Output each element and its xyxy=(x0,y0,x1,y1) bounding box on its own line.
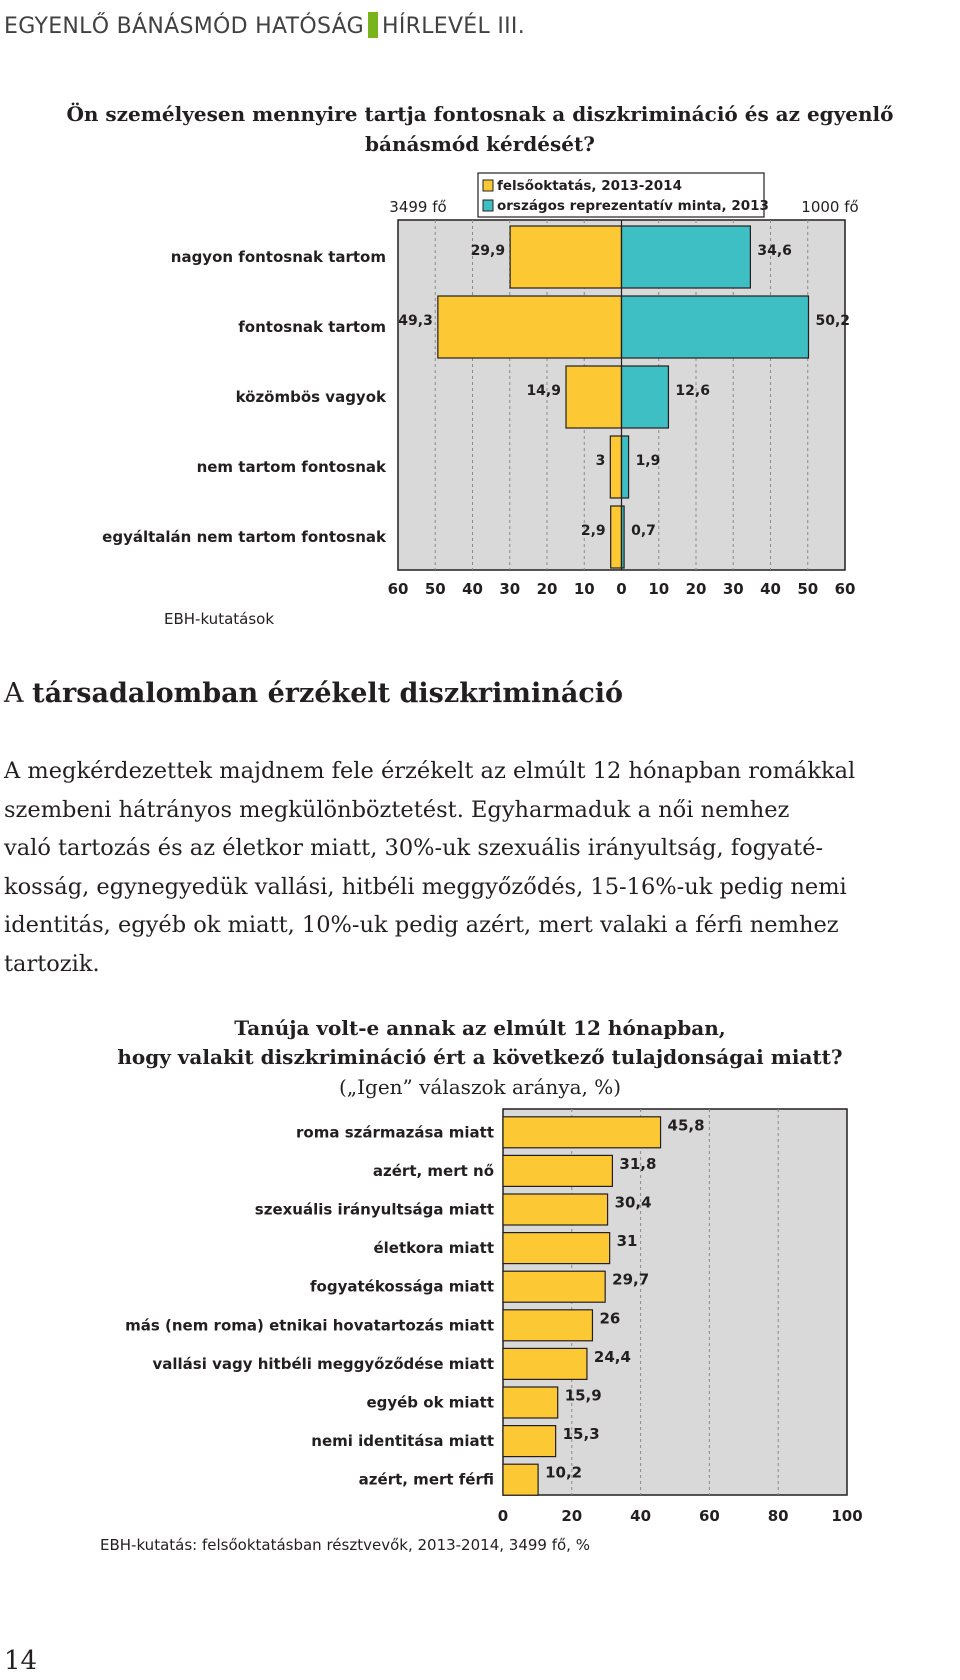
chart2-bar xyxy=(503,1155,612,1186)
chart2-x-tick-label: 80 xyxy=(767,1507,789,1525)
chart2-title-line2: hogy valakit diszkrimináció ért a következő tulajdonságai miatt? xyxy=(117,1045,843,1069)
chart2-value-label: 10,2 xyxy=(545,1463,583,1482)
chart2-source: EBH-kutatás: felsőoktatásban résztvevők, 2013-2014, 3499 fő, % xyxy=(100,1536,590,1554)
chart1-legend-label: felsőoktatás, 2013-2014 xyxy=(497,178,682,194)
chart1-legend-swatch xyxy=(483,180,493,191)
chart2-bar xyxy=(503,1310,592,1341)
chart1-legend-swatch xyxy=(483,200,493,211)
chart1-category-label: közömbös vagyok xyxy=(235,388,386,406)
chart2-bar xyxy=(503,1348,587,1379)
chart2-title-line1: Tanúja volt-e annak az elmúlt 12 hónapban, xyxy=(234,1016,726,1040)
chart1-value-label-right: 34,6 xyxy=(757,243,792,259)
chart2-category-label: azért, mert nő xyxy=(372,1161,494,1180)
chart1-left-sample-size: 3499 fő xyxy=(389,198,447,216)
chart2-category-label: roma származása miatt xyxy=(296,1123,494,1142)
chart1-bar-left xyxy=(611,506,622,568)
header-issue: HÍRLEVÉL III. xyxy=(381,14,526,39)
chart1-bar-right xyxy=(622,366,669,428)
chart1-bar-left xyxy=(566,366,622,428)
chart2-category-label: azért, mert férfi xyxy=(358,1470,494,1489)
chart1-category-label: fontosnak tartom xyxy=(238,318,386,336)
chart2-category-label: életkora miatt xyxy=(373,1239,494,1258)
chart1-category-label: nem tartom fontosnak xyxy=(196,458,386,476)
chart1-category-label: nagyon fontosnak tartom xyxy=(170,248,386,266)
chart1-title-line2: bánásmód kérdését? xyxy=(365,132,595,156)
chart1-x-tick-label: 60 xyxy=(834,580,856,598)
chart1-bar-right xyxy=(622,296,809,358)
body-line: szembeni hátrányos megkülönböztetést. Egyharmaduk a női nemhez xyxy=(4,796,790,823)
body-paragraph xyxy=(4,752,960,984)
chart2-category-label: egyéb ok miatt xyxy=(366,1393,494,1412)
chart1-value-label-right: 1,9 xyxy=(635,453,661,469)
chart1-source: EBH-kutatások xyxy=(164,610,275,628)
chart1-legend xyxy=(478,173,769,217)
chart1-bar-left xyxy=(510,226,621,288)
body-line: identitás, egyéb ok miatt, 10%-uk pedig azért, mert valaki a férfi nemhez xyxy=(4,912,839,939)
chart1-category-label: egyáltalán nem tartom fontosnak xyxy=(102,528,386,546)
chart2-value-label: 15,9 xyxy=(564,1386,602,1405)
chart1-value-label-left: 14,9 xyxy=(526,383,561,399)
chart2-x-tick-label: 100 xyxy=(831,1507,863,1525)
chart2-horizontal-bar-chart xyxy=(0,1100,960,1560)
chart1-x-tick-label: 20 xyxy=(685,580,707,598)
body-line: való tartozás és az életkor miatt, 30%-uk szexuális irányultság, fogyaté- xyxy=(4,835,824,862)
header-separator xyxy=(368,12,378,38)
chart1-bar-right xyxy=(622,226,751,288)
chart2-value-label: 31,8 xyxy=(619,1154,657,1173)
chart2-bar xyxy=(503,1117,661,1148)
chart2-x-tick-label: 60 xyxy=(698,1507,720,1525)
chart2-category-label: más (nem roma) etnikai hovatartozás miatt xyxy=(125,1316,494,1335)
chart1-x-tick-label: 30 xyxy=(722,580,744,598)
page-header xyxy=(4,12,525,39)
chart1-x-tick-label: 10 xyxy=(648,580,670,598)
page-number: 14 xyxy=(4,1646,38,1676)
chart1-x-tick-label: 10 xyxy=(573,580,595,598)
body-line: kosság, egynegyedük vallási, hitbéli meggyőződés, 15-16%-uk pedig nemi xyxy=(4,873,847,900)
chart2-value-label: 15,3 xyxy=(562,1425,600,1444)
chart1-x-tick-label: 50 xyxy=(424,580,446,598)
chart2-bar xyxy=(503,1271,605,1302)
chart2-value-label: 45,8 xyxy=(667,1116,705,1135)
chart1-value-label-left: 3 xyxy=(595,453,606,469)
chart1-title-line1: Ön személyesen mennyire tartja fontosnak a diszkrimináció és az egyenlő xyxy=(66,102,894,126)
section-title xyxy=(4,678,623,709)
section-title-prefix: A xyxy=(4,678,24,709)
chart1-bar-left xyxy=(610,436,621,498)
chart1-right-sample-size: 1000 fő xyxy=(801,198,859,216)
chart1-diverging-bar-chart xyxy=(0,170,960,650)
chart1-value-label-right: 12,6 xyxy=(675,383,710,399)
chart2-value-label: 31 xyxy=(616,1232,638,1251)
chart2-bar xyxy=(503,1387,558,1418)
chart1-legend-label: országos reprezentatív minta, 2013 xyxy=(497,198,769,214)
chart1-value-label-left: 2,9 xyxy=(580,523,606,539)
chart1-bar-right xyxy=(622,436,629,498)
chart1-x-tick-label: 60 xyxy=(387,580,409,598)
chart2-bar xyxy=(503,1464,538,1495)
chart1-value-label-left: 29,9 xyxy=(470,243,506,259)
chart1-x-tick-label: 20 xyxy=(536,580,558,598)
body-line: A megkérdezettek majdnem fele érzékelt az elmúlt 12 hónapban romákkal xyxy=(4,758,856,784)
chart1-value-label-right: 0,7 xyxy=(631,523,656,539)
chart2-value-label: 26 xyxy=(599,1309,621,1328)
chart2-x-tick-label: 20 xyxy=(561,1507,583,1525)
chart1-bar-left xyxy=(438,296,622,358)
chart2-value-label: 29,7 xyxy=(612,1270,650,1289)
chart2-value-label: 24,4 xyxy=(593,1347,631,1366)
chart2-value-label: 30,4 xyxy=(614,1193,652,1212)
chart1-value-label-left: 49,3 xyxy=(398,313,433,329)
chart2-category-label: szexuális irányultsága miatt xyxy=(254,1200,494,1219)
chart2-subtitle: („Igen” válaszok aránya, %) xyxy=(338,1075,622,1099)
chart1-x-tick-label: 50 xyxy=(797,580,819,598)
chart1-x-tick-label: 40 xyxy=(462,580,483,598)
chart1-x-tick-label: 0 xyxy=(616,580,627,598)
chart2-category-label: vallási vagy hitbéli meggyőződése miatt xyxy=(152,1354,494,1373)
chart2-x-tick-label: 40 xyxy=(630,1507,652,1525)
chart2-bar xyxy=(503,1426,556,1457)
chart2-category-label: nemi identitása miatt xyxy=(311,1432,494,1451)
header-publisher: EGYENLŐ BÁNÁSMÓD HATÓSÁG xyxy=(4,14,364,39)
body-line: tartozik. xyxy=(4,950,100,977)
chart1-x-tick-label: 40 xyxy=(760,580,781,598)
chart2-bar xyxy=(503,1233,610,1264)
section-title-bold: társadalomban érzékelt diszkrimináció xyxy=(32,678,624,709)
chart1-value-label-right: 50,2 xyxy=(815,313,851,329)
chart2-x-tick-label: 0 xyxy=(497,1507,509,1525)
chart2-category-label: fogyatékossága miatt xyxy=(310,1277,494,1296)
chart1-x-tick-label: 30 xyxy=(499,580,521,598)
chart2-bar xyxy=(503,1194,608,1225)
